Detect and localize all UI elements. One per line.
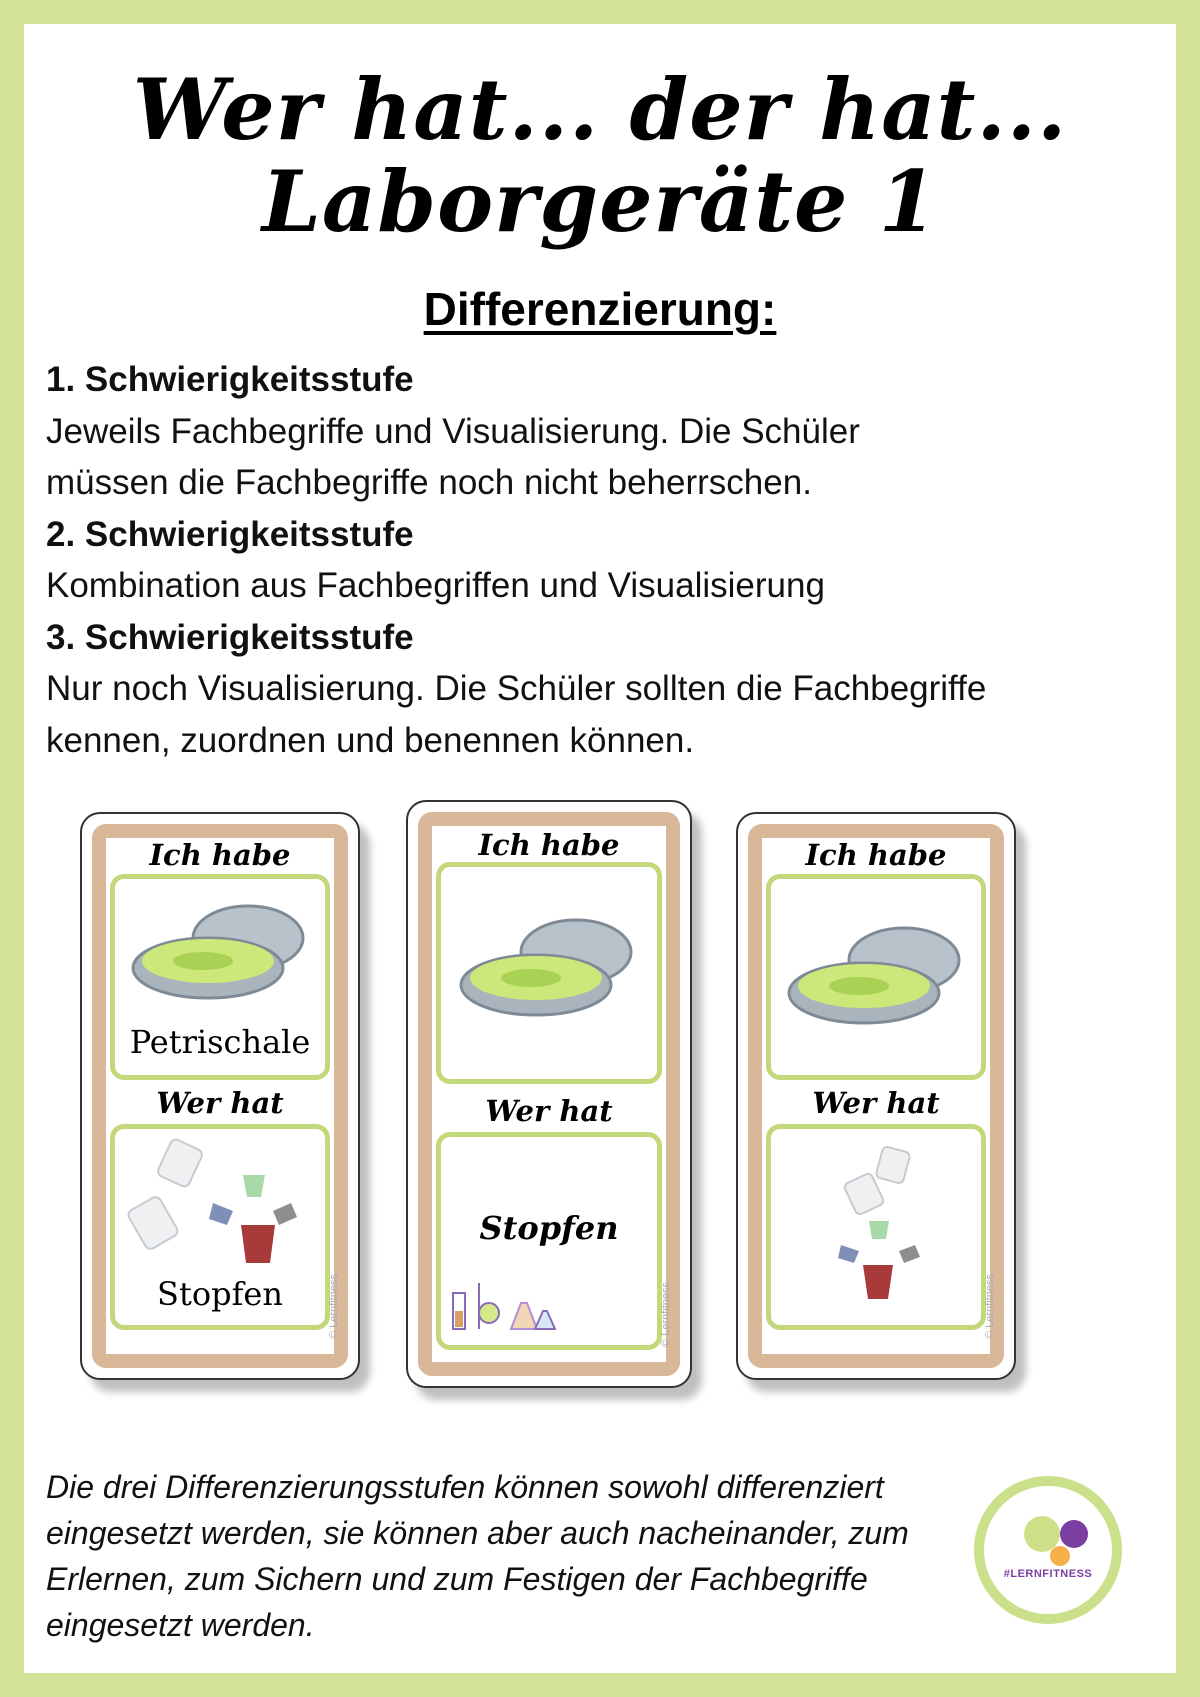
level-3: [46, 612, 1146, 767]
level-2-text: Kombination aus Fachbegriffen und Visualisierung: [46, 566, 825, 605]
card-top-heading: Ich habe: [478, 828, 620, 862]
card-copyright: © Lernfitness: [660, 1282, 672, 1347]
card-bottom-heading: Wer hat: [156, 1086, 284, 1120]
page-title-line1: Wer hat... der hat...: [132, 60, 1068, 159]
card-bottom-heading: Wer hat: [812, 1086, 940, 1120]
lernfitness-logo: [974, 1476, 1122, 1624]
level-1: [46, 354, 1146, 509]
level-1-text: Jeweils Fachbegriffe und Visualisierung. Die Schüler müssen die Fachbegriffe noch nicht beherrschen.: [46, 411, 860, 502]
difficulty-levels: [46, 354, 1146, 766]
card-bottom-box: [436, 1132, 662, 1350]
card-copyright: © Lernfitness: [984, 1274, 996, 1339]
card-level-2: [406, 800, 692, 1388]
card-bottom-box: [766, 1124, 986, 1330]
level-2: [46, 509, 1146, 612]
logo-dots-icon: [984, 1486, 1112, 1566]
level-3-text: Nur noch Visualisierung. Die Schüler sollten die Fachbegriffe kennen, zuordnen und benennen können.: [46, 669, 987, 760]
card-top-heading: Ich habe: [805, 838, 947, 872]
card-top-box: [766, 874, 986, 1080]
worksheet-page: [24, 24, 1176, 1673]
card-copyright: © Lernfitness: [328, 1274, 340, 1339]
card-top-label: Petrischale: [129, 1023, 311, 1061]
page-title-line2: Laborgeräte 1: [261, 152, 939, 251]
petri-dish-icon: [779, 905, 979, 1055]
level-2-heading: 2. Schwierigkeitsstufe: [46, 514, 414, 554]
level-3-heading: 3. Schwierigkeitsstufe: [46, 617, 414, 657]
card-top-box: [436, 862, 662, 1084]
card-level-1: [80, 812, 360, 1380]
card-level-3: [736, 812, 1016, 1380]
card-bottom-label: Stopfen: [157, 1275, 283, 1313]
logo-text: #LERNFITNESS: [1003, 1568, 1093, 1580]
card-bottom-label: Stopfen: [479, 1209, 619, 1247]
stoppers-icon: [811, 1135, 951, 1315]
level-1-heading: 1. Schwierigkeitsstufe: [46, 360, 414, 399]
petri-dish-icon: [123, 883, 323, 1023]
footer-note: Die drei Differenzierungsstufen können sowohl differenziert eingesetzt werden, sie können aber auch nacheinander, zum Erlernen, zum Sichern und zum Festigen der Fachbegriffe eingesetzt werden.: [46, 1469, 909, 1643]
lab-equipment-icon: [449, 1275, 559, 1335]
card-top-heading: Ich habe: [149, 838, 291, 872]
card-bottom-box: [110, 1124, 330, 1330]
petri-dish-icon: [451, 897, 651, 1047]
card-bottom-heading: Wer hat: [485, 1094, 613, 1128]
example-cards: [24, 804, 1176, 1454]
stoppers-icon: [123, 1133, 323, 1273]
section-heading: Differenzierung:: [423, 283, 777, 335]
card-top-box: [110, 874, 330, 1080]
